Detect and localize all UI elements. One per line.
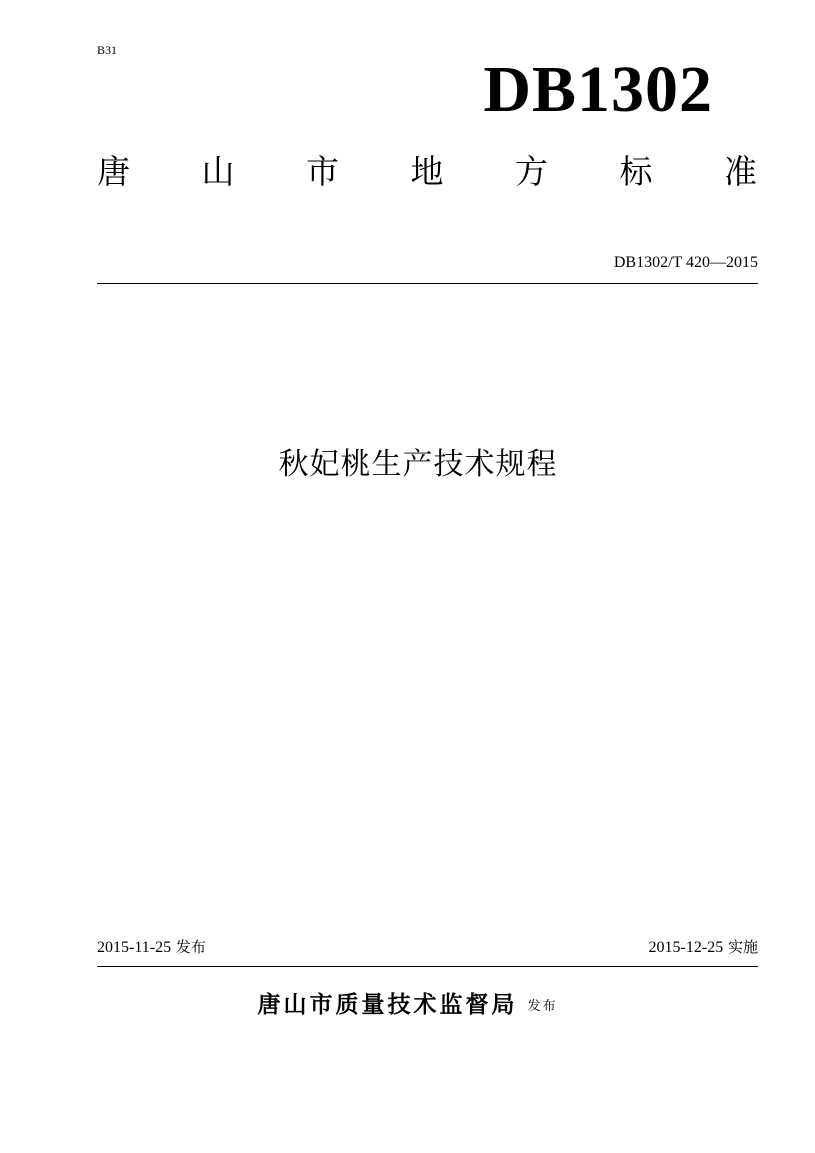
issue-date: 2015-11-25 [97,939,172,956]
implement-label: 实施 [727,938,758,956]
standard-name-char: 准 [724,152,757,191]
header-divider [97,283,758,284]
footer-divider [97,966,758,967]
standard-name-char: 地 [410,152,444,191]
standard-name-char: 山 [201,152,235,191]
standard-name-char: 唐 [97,152,130,191]
document-title: 秋妃桃生产技术规程 [278,447,558,482]
issue-date-line [97,937,206,958]
standard-name-char: 方 [515,152,548,191]
standard-name-char: 标 [619,152,653,191]
issue-label: 发布 [175,938,206,956]
standard-name [97,150,757,194]
standard-number: DB1302/T 420—2015 [613,254,758,271]
issuer-name: 唐山市质量技术监督局 [257,992,518,1018]
standard-name-char: 市 [306,152,339,191]
classification-code: B31 [97,43,118,57]
issuer [0,988,815,1024]
implement-date-line [649,937,758,958]
implement-date: 2015-12-25 [648,939,724,956]
issuer-suffix: 发布 [527,999,558,1014]
standard-code: DB1302 [483,53,713,126]
